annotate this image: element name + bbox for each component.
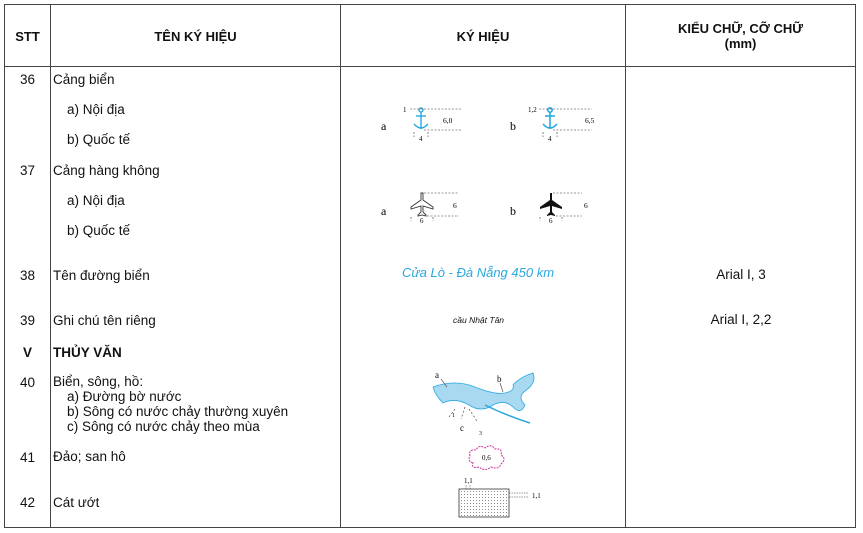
sea-route-sample: Cửa Lò - Đà Nẵng 450 km [402,265,555,280]
row-39-name: Ghi chú tên riêng [53,313,156,328]
airplane-symbol-international [510,185,600,225]
water-dim-1: 1 [452,413,455,419]
coral-size-dim: 0,6 [482,454,491,462]
row-37-stt: 37 [19,163,36,178]
section-v-stt: V [22,345,32,360]
row-41-stt: 41 [19,450,36,465]
row-37-name: Cảng hàng không [53,163,160,178]
row-36-stt: 36 [19,72,36,87]
sand-dot-dim: 1,1 [464,477,473,485]
row-36-b: b) Quốc tế [67,132,131,147]
anchor-b-width-dim: 4 [548,135,552,143]
anchor-b-top-dim: 1,2 [528,106,537,114]
plane-a-height-dim: 6 [453,201,457,210]
header-symbol: KÝ HIỆU [456,28,510,44]
row-38-stt: 38 [19,268,36,283]
row-39-font: Arial I, 2,2 [710,312,772,327]
row-36-a: a) Nội địa [67,102,125,117]
water-c-label: c [460,423,464,433]
symbol-table [4,4,856,528]
plane-b-width-dim: 6 [549,217,553,225]
anchor-a-top-dim: 1 [403,106,407,114]
plane-b-height-dim: 6 [584,201,588,210]
header-font-line1: KIỂU CHỮ, CỠ CHỮ [677,21,804,36]
row-42-stt: 42 [19,495,36,510]
wet-sand-symbol [457,475,557,521]
sand-area-icon [459,489,509,517]
row-39-stt: 39 [19,313,36,328]
row-40-stt: 40 [19,375,36,390]
water-body-symbol [425,365,545,445]
proper-name-sample: cầu Nhật Tân [453,315,505,325]
plane-a-letter: a [381,204,387,218]
anchor-a-height-dim: 6,0 [443,116,453,125]
anchor-a-dims [410,109,461,137]
col-divider [340,5,341,527]
plane-b-letter: b [510,204,516,218]
airplane-symbol-domestic [381,185,471,225]
row-40-a: a) Đường bờ nước [67,389,182,404]
row-37-b: b) Quốc tế [67,223,131,238]
anchor-symbol-domestic [381,101,471,143]
row-37-a: a) Nội địa [67,193,125,208]
header-font [626,5,855,67]
row-38-font: Arial I, 3 [716,267,766,282]
water-a-label: a [435,370,439,380]
anchor-a-width-dim: 4 [419,135,423,143]
row-40-c: c) Sông có nước chảy theo mùa [67,419,260,434]
row-41-name: Đảo; san hô [53,449,126,464]
anchor-a-letter: a [381,119,387,133]
anchor-icon [414,108,428,129]
anchor-b-letter: b [510,119,516,133]
plane-a-width-dim: 6 [420,217,424,225]
sand-spacing-dim: 1,1 [532,492,541,500]
anchor-symbol-international [510,101,610,143]
water-dim-3: 3 [479,431,482,437]
header-stt: STT [15,28,40,44]
airplane-outline-icon [411,193,433,216]
water-area-icon [433,373,534,411]
header-font-line2: (mm) [724,36,757,51]
row-38-name: Tên đường biển [53,268,150,283]
row-40-name: Biển, sông, hồ: [53,374,144,389]
coral-symbol [463,443,511,473]
airplane-filled-icon [540,193,562,216]
row-40-b: b) Sông có nước chảy thường xuyên [67,404,289,419]
header-symbol-name: TÊN KÝ HIỆU [154,28,237,44]
anchor-b-height-dim: 6,5 [585,116,595,125]
water-b-label: b [497,374,502,384]
row-42-name: Cát ướt [53,495,100,510]
section-v-name: THỦY VĂN [53,345,122,360]
col-divider [625,5,626,527]
row-36-name: Cảng biển [53,72,115,87]
anchor-icon [543,108,557,129]
col-divider [50,5,51,527]
